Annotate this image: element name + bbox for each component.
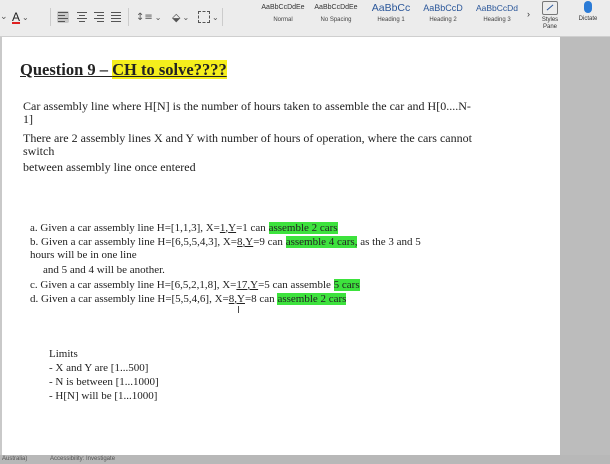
list-item-a: a. Given a car assembly line H=[1,1,3], X=1,Y=1 can assemble 2 cars bbox=[30, 222, 338, 234]
highlight-color-dropdown[interactable]: ⌄ bbox=[0, 12, 8, 22]
style-preview: AaBbCcD bbox=[423, 3, 463, 13]
style-heading-1[interactable] bbox=[366, 0, 416, 30]
limits-item: - N is between [1...1000] bbox=[49, 376, 159, 388]
paragraph-line: Car assembly line where H[N] is the number of hours taken to assemble the car and H[0....N- bbox=[23, 99, 471, 113]
style-name: Normal bbox=[273, 17, 293, 23]
dictate-button[interactable] bbox=[573, 1, 603, 35]
list-item-c: c. Given a car assembly line H=[6,5,2,1,8], X=17,Y=5 can assemble 5 cars bbox=[30, 279, 360, 291]
style-no-spacing[interactable] bbox=[311, 0, 361, 30]
list-item-b-continued: and 5 and 4 will be another. bbox=[43, 264, 165, 276]
borders-button[interactable]: ⌄ bbox=[198, 9, 219, 25]
styles-pane-label: Styles Pane bbox=[541, 17, 559, 30]
canvas-background bbox=[560, 37, 610, 464]
styles-gallery-next-icon[interactable]: › bbox=[527, 9, 530, 19]
style-heading-2[interactable] bbox=[418, 0, 468, 30]
document-page[interactable] bbox=[2, 37, 560, 464]
limits-item: - X and Y are [1...500] bbox=[49, 362, 149, 374]
borders-icon bbox=[198, 11, 210, 23]
align-right-button[interactable] bbox=[93, 9, 105, 25]
style-name: Heading 1 bbox=[377, 17, 405, 23]
paragraph-line: between assembly line once entered bbox=[23, 160, 196, 174]
heading-prefix: Question 9 – bbox=[20, 60, 113, 79]
text-cursor-icon: I bbox=[237, 305, 240, 316]
style-preview: AaBbCcDdEe bbox=[314, 4, 358, 11]
styles-pane-button[interactable] bbox=[538, 1, 562, 35]
line-spacing-icon: ↕≡ bbox=[136, 11, 153, 23]
style-heading-3[interactable] bbox=[472, 0, 522, 30]
list-item-d: d. Given a car assembly line H=[5,5,4,6], X=8,Y=8 can assemble 2 cars bbox=[30, 293, 347, 305]
styles-pane-icon bbox=[542, 1, 558, 15]
list-item-b-continued: hours will be in one line bbox=[30, 249, 137, 261]
language-indicator[interactable]: Australia) bbox=[2, 456, 28, 462]
question-heading bbox=[20, 60, 227, 80]
font-color-icon: A bbox=[12, 10, 21, 24]
style-name: Heading 2 bbox=[429, 17, 457, 23]
line-spacing-button[interactable]: ↕≡ ⌄ bbox=[136, 11, 162, 23]
accessibility-status[interactable]: Accessibility: Investigate bbox=[50, 456, 116, 462]
microphone-icon bbox=[584, 1, 592, 13]
justify-icon bbox=[110, 11, 122, 23]
status-bar bbox=[0, 455, 610, 464]
paint-bucket-icon: ⬙ bbox=[172, 10, 181, 24]
style-preview: AaBbCcDdEe bbox=[261, 4, 305, 11]
limits-item: - H[N] will be [1...1000] bbox=[49, 390, 158, 402]
font-color-button[interactable]: A ⌄ bbox=[12, 10, 29, 24]
dictate-label: Dictate bbox=[578, 16, 598, 22]
justify-button[interactable] bbox=[110, 9, 122, 25]
shading-button[interactable]: ⬙ ⌄ bbox=[172, 10, 190, 24]
align-right-icon bbox=[93, 11, 105, 23]
align-left-icon bbox=[57, 11, 69, 23]
ribbon-toolbar bbox=[0, 0, 610, 37]
style-preview: AaBbCc bbox=[371, 2, 411, 14]
style-preview: AaBbCcDd bbox=[475, 3, 519, 13]
paragraph-line: switch bbox=[23, 144, 55, 158]
style-name: No Spacing bbox=[320, 17, 352, 23]
align-center-button[interactable] bbox=[76, 9, 88, 25]
paragraph-line: There are 2 assembly lines X and Y with number of hours of operation, where the cars cannot bbox=[23, 131, 472, 145]
paragraph-line: 1] bbox=[23, 112, 33, 126]
list-item-b: b. Given a car assembly line H=[6,5,5,4,3], X=8,Y=9 can assemble 4 cars, as the 3 and 5 bbox=[30, 236, 421, 248]
align-left-button[interactable] bbox=[57, 9, 69, 25]
style-name: Heading 3 bbox=[483, 17, 511, 23]
align-center-icon bbox=[76, 11, 88, 23]
heading-highlight: CH to solve???? bbox=[112, 60, 227, 79]
limits-title: Limits bbox=[49, 348, 78, 360]
style-normal[interactable] bbox=[258, 0, 308, 30]
